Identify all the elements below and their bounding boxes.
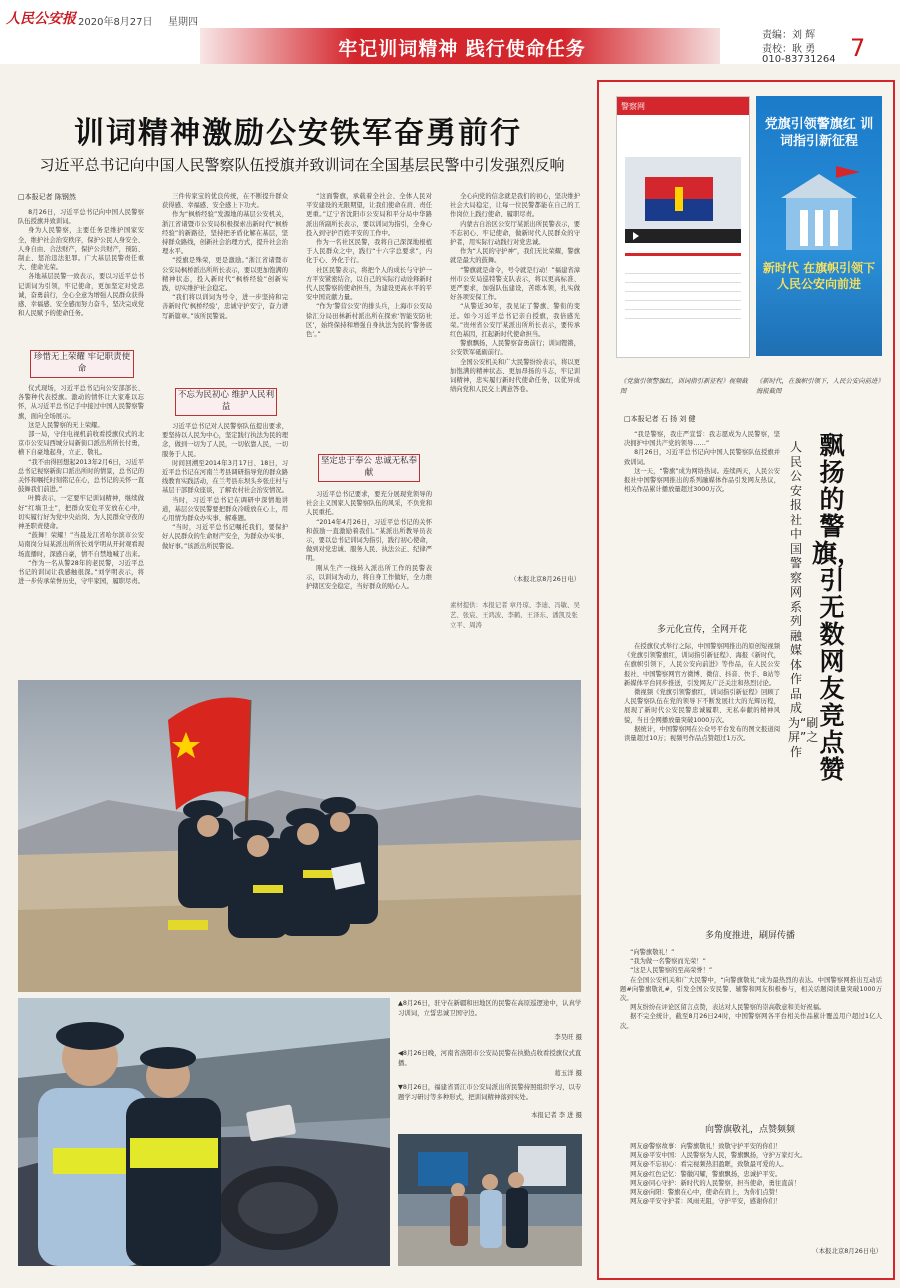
article-column-2b — [162, 422, 288, 666]
article-column-1 — [18, 208, 144, 346]
feature-section-head-3: 向警旗敬礼，点赞频频 — [704, 1125, 795, 1135]
paragraph: “这面警旗，承载着全社会、全体人民对平安建设的无限期望，让我们使命在肩、责任更重。”辽宁省沈阳市公安局和平分局中华路派出所副所长表示，要以训词为指引，全身心投入到守护百姓平安的工作中。 — [306, 193, 432, 237]
photo-credit-2: 葛玉洋 摄 — [554, 1069, 582, 1077]
material-credits: 素材提供：本报记者 章丹琼、李迪、冯敏、吴艺、张宸、王鸿波、李鹤、王泽东、潘凯及张立平、周涛 — [450, 601, 580, 629]
paragraph: “作为一名从警28年的老民警，习近平总书记的训词让我感触很深。”刘学明表示，将进一步传承荣誉历史，守牢家园，履职尽责。 — [18, 559, 144, 586]
proofreader-credit: 责校：耿 勇 — [762, 44, 816, 55]
section-box-head-3 — [318, 454, 420, 482]
feature-section-head-2: 多角度推进，刷屏传播 — [704, 931, 795, 941]
main-subheadline: 习近平总书记向中国人民警察队伍授旗并致训词在全国基层民警中引发强烈反响 — [39, 156, 565, 174]
paragraph: 全国公安机关和广大民警纷纷表示，将以更加饱满的精神状态、更加昂扬的斗志，牢记训词精神，忠实履行新时代使命任务，以优异成绩向党和人民交上满意答卷。 — [450, 358, 580, 394]
paragraph: 全心向党的信念就是我们的初心，坚决维护社会大局稳定，让每一位民警都能在自己的工作岗位上践行使命、履职尽责。 — [450, 193, 580, 219]
article-dateline: （本报北京8月26日电） — [510, 575, 580, 583]
feature-comments — [620, 1142, 882, 1238]
feature-subheadline: 人民公安报社中国警察网系列融媒体作品成为“刷屏”之作 — [788, 440, 819, 759]
editor-credit: 责编：刘 辉 — [762, 30, 816, 41]
paragraph: 微视频《党旗引领警旗红，训词指引新征程》回顾了人民警察队伍在党的领导下不断发展壮大的光辉历程，展现了新时代公安民警忠诚履职、无私奉献的精神风貌，当日全网播放量突破1000万次。 — [624, 689, 780, 724]
paragraph: 各地基层民警一致表示，要以习近平总书记训词为引领，牢记使命，更加坚定对党忠诚，奋勇前行，全心全意为增强人民群众获得感、幸福感、安全感而努力奋斗，坚决完成党和人民赋予的使命任务。 — [18, 273, 144, 318]
main-headline: 训词精神激励公安铁军奋勇前行 — [74, 116, 522, 151]
paragraph: “向警旗敬礼！” — [630, 949, 675, 956]
photo-illustration — [18, 998, 390, 1266]
paragraph: “我们将以训词为号令，进一步坚持和完善新时代‘枫桥经验’，忠诚守护安宁，奋力谱写新篇章。”该所民警说。 — [162, 294, 288, 320]
paragraph: 网友纷纷在评论区留言点赞，表达对人民警察的崇高敬意和美好祝福。 — [630, 1004, 826, 1012]
photo-illustration — [398, 1134, 582, 1266]
paragraph: “当时，习近平总书记嘱托我们，要保护好人民群众的生命财产安全，为群众办实事、做好事。”该派出所民警说。 — [162, 524, 288, 550]
paragraph: “我是警察，我庄严宣誓：我志愿成为人民警察，坚决拥护中国共产党的领导……” — [624, 431, 780, 448]
paragraph: 时间回溯至2014年3月17日、18日，习近平总书记在河南兰考县调研指导党的群众路线教育实践活动，在兰考县东坝头乡张庄村与基层干部群众座谈，了解农村社会治安情况。 — [162, 459, 288, 495]
comment: 网友@向阳：警旗在心中，使命在肩上，为你们点赞！ — [630, 1189, 782, 1197]
phone-screenshot — [616, 96, 750, 358]
paragraph: 在授旗仪式举行之际，中国警察网推出的原创短视频《党旗引领警旗红，训词指引新征程》、海报《新时代，在旗帜引领下，人民公安向前进》等作品，在人民公安报社、中国警察网官方微博、微信、抖音、快手、B站等新媒体平台同步推送，引发网友广泛关注和热烈讨论。 — [624, 643, 780, 687]
paragraph: 部一局，守住电视机前收看授旗仪式的北京市公安局西城分局新街口派出所所长付勇，横下自豪地起身，立正、敬礼。 — [18, 431, 144, 457]
comment: 网友@不忘初心：看完视频热泪盈眶，致敬最可爱的人。 — [630, 1161, 788, 1169]
paragraph: 作为“人民的守护神”，我们无比荣耀，警旗就是最大的鼓舞。 — [450, 248, 580, 265]
photo-caption-1: ▲8月26日，驻守在新疆和田地区的民警在高原巡逻途中，认真学习训词，立誓忠诚卫国守边。 — [398, 999, 582, 1017]
photo-police-with-flag — [18, 680, 581, 992]
paragraph: 刚从生产一线转入派出所工作的民警表示，以训词为动力，将自身工作做好，全力维护辖区安全稳定，当好群众的贴心人。 — [306, 564, 432, 591]
photo-caption-2: ◀8月26日晚，河南省洛阳市公安局民警在执勤点收看授旗仪式直播。 — [398, 1049, 582, 1067]
building-icon — [776, 166, 862, 250]
paragraph: 8月26日，习近平总书记向中国人民警察队伍授旗并致训词。 — [624, 449, 780, 466]
section-box-head-1 — [30, 350, 134, 378]
poster-slogan: 新时代 在旗帜引领下 人民公安向前进 — [762, 261, 876, 291]
paragraph: 作为“枫桥经验”发源地的基层公安机关，浙江省诸暨市公安局积极探索出新时代“枫桥经验”的新路径，坚持把矛盾化解在基层，坚持群众路线，创新社会治理方式，提升社会治理水平。 — [162, 211, 288, 256]
paragraph: “授旗是殊荣，更是激励。”浙江省诸暨市公安局枫桥派出所所长表示，要以更加饱满的精神状态，投入新时代“枫桥经验”创新实践，切实维护社会稳定。 — [162, 257, 288, 293]
feature-headline: 飘扬的警旗，引无数网友竞点赞 — [812, 431, 863, 784]
paragraph: 在全国公安机关和广大民警中，“向警旗敬礼”成为最热烈的表达。中国警察网推出互动话题#向警旗敬礼#，引发全国公安民警、辅警和网友积极参与，相关话题阅读量突破1000万次。 — [620, 976, 882, 1003]
box-head-text: 珍惜无上荣耀 牢记职责使命 — [33, 352, 131, 374]
paragraph: “从警近30年，我见证了警旗、警衔的变迁。如今习近平总书记亲自授旗，我倍感光荣。”贵州省公安厅某派出所所长表示，要传承红色基因，扛起新时代使命担当。 — [450, 303, 580, 339]
caption-video: 《党旗引领警旗红，训词指引新征程》视频截图 — [620, 377, 748, 395]
article-column-4 — [450, 192, 580, 568]
article-column-2 — [162, 192, 288, 384]
paragraph: “我为做一名警察而光荣！” — [630, 958, 706, 966]
comment: 网友@警察故事：向警旗敬礼！致敬守护平安的你们！ — [630, 1143, 782, 1150]
issue-date: 2020年8月27日 — [78, 17, 153, 28]
article-column-3b — [306, 490, 432, 666]
section-box-head-2 — [175, 388, 277, 416]
box-head-text: 不忘为民初心 维护人民利益 — [177, 390, 275, 412]
article-column-3 — [306, 192, 432, 444]
feature-section-2 — [620, 948, 882, 1114]
caption-poster: 《新时代，在旗帜引领下，人民公安向前进》海报截图 — [756, 377, 881, 395]
comment: 网友@平安守护者：风雨无阻，守护平安，感谢你们！ — [630, 1198, 782, 1206]
poster-title: 党旗引领警旗红 训词指引新征程 — [764, 117, 874, 149]
app-title: 警察网 — [621, 102, 645, 111]
photo-caption-3: ▼8月26日，福建省晋江市公安局派出所民警持照组织学习，以专题学习研讨等多种形式，把训词精神落到实处。 — [398, 1083, 582, 1101]
comment: 网友@同心守护：新时代的人民警察，担当使命，勇往直前！ — [630, 1179, 801, 1187]
newspaper-logo: 人民公安报 — [6, 11, 76, 27]
paragraph: 习近平总书记对人民警察队伍提出要求，要坚持以人民为中心，坚定践行执法为民的理念，做到一切为了人民，一切依靠人民，一切服务于人民。 — [162, 423, 288, 458]
photo-credit-1: 李昊旺 摄 — [554, 1033, 582, 1041]
main-byline: □本报记者 陈钢然 — [18, 193, 76, 201]
paragraph: 叶腾表示，一定要牢记训词精神，继续做好“红墙卫士”，把群众安危平安放在心中，切实履行好为党中央站岗、为人民群众守夜的神圣职责使命。 — [18, 495, 144, 531]
paragraph: 身为人民警察，主要任务是维护国家安全，维护社会治安秩序，保护公民人身安全、人身自由、合法财产，保护公共财产，预防、制止、惩治违法犯罪。广大基层民警责任重大、使命光荣。 — [18, 227, 144, 272]
paragraph: 社区民警表示，将把个人的成长与守护一方平安紧密结合，以自己的实际行动诠释新时代人民警察的使命担当，为建设更高水平的平安中国贡献力量。 — [306, 266, 432, 302]
feature-intro — [624, 430, 780, 610]
paragraph: “这是人民警察的至高荣誉！” — [630, 967, 713, 975]
photo-illustration — [18, 680, 581, 992]
feature-section-1 — [624, 642, 780, 918]
paragraph: “作为‘警营公安’的排头兵，上海市公安局徐汇分局田林新村派出所在探索‘智能安防社区’，始终保持和增强自身执法为民的‘警务底色’。” — [306, 303, 432, 339]
paragraph: “警旗就是命令，号令就是行动！”福建省漳州市公安局巡特警支队表示，将以更高标准、更严要求，加强队伍建设，苦练本领，扎实做好各项安保工作。 — [450, 266, 580, 302]
comment: 网友@平安中国：人民警察为人民，警旗飘扬，守护万家灯火。 — [630, 1152, 807, 1160]
comment: 网友@红色记忆：警徽闪耀，警旗飘扬，忠诚护平安。 — [630, 1170, 782, 1178]
feature-dateline: （本报北京8月26日电） — [812, 1247, 882, 1255]
box-head-text: 坚定忠于奉公 忠诚无私奉献 — [320, 456, 418, 478]
paragraph: 作为一名社区民警，我将自己深深地根植于人民群众之中，践行“十六字总要求”，内化于心、外化于行。 — [306, 239, 432, 265]
poster-image — [756, 96, 882, 356]
page-number: 7 — [850, 34, 866, 62]
feature-byline: □本报记者 石 扬 刘 健 — [624, 415, 696, 423]
poster-building — [776, 166, 862, 250]
feature-section-head-1: 多元化宣传，全网开花 — [656, 625, 747, 635]
paragraph: 内蒙古自治区公安厅某派出所民警表示，要不忘初心、牢记使命，做新时代人民群众的守护者，用实际行动践行对党忠诚。 — [450, 220, 580, 247]
divider — [625, 253, 741, 256]
photo-credit-3: 本报记者 李 进 摄 — [531, 1111, 582, 1119]
paragraph: 仪式现场，习近平总书记向公安部部长、各警种代表授旗。激动的情怀让大家难以忘怀，从习近平总书记手中接过中国人民警察警旗，面向全场展示。 — [18, 385, 144, 420]
paragraph: 8月26日，习近平总书记向中国人民警察队伍授旗并致训词。 — [18, 209, 144, 226]
paragraph: “我不由得回想起2013年2月6日，习近平总书记视察新街口派出所时的情景，总书记的关怀和嘱托时刻铭记在心，总书记的关怀一直鼓舞我们前进。” — [18, 458, 144, 494]
paragraph: 据不完全统计，截至8月26日24时，中国警察网各平台相关作品累计覆盖用户超过1亿人次。 — [620, 1013, 882, 1030]
photo-police-on-street — [398, 1134, 582, 1266]
paragraph: 这一天，“警旗”成为网络热词。连续两天，人民公安报社中国警察网推出的系列融媒体作品引发网友热议，相关作品累计播放量超过3000万次。 — [624, 467, 780, 494]
flag-still — [625, 157, 741, 243]
paragraph: “鼓舞！荣耀！”当晨龙江省哈尔滨市公安局南岗分局某派出所所长刘学明从开封观看现场直播时，深感自豪，情不自禁地喊了出来。 — [18, 532, 144, 558]
photo-police-in-car — [18, 998, 390, 1266]
issue-weekday: 星期四 — [168, 17, 198, 28]
paragraph: 三件传家宝的优良传统，在不断提升群众获得感、幸福感、安全感上下功夫。 — [162, 193, 288, 210]
paragraph: 当时，习近平总书记在调研中深情地讲道，基层公安民警要把群众冷暖放在心上，用心用情为群众办实事、解难题。 — [162, 496, 288, 523]
paragraph: 习近平总书记要求，要充分展现党领导的社会主义国家人民警察队伍的风采，不负党和人民重托。 — [306, 491, 432, 517]
article-list — [625, 265, 741, 325]
hotline-number: 010-83731264 — [762, 54, 836, 65]
article-column-1b — [18, 384, 144, 666]
video-frame — [625, 157, 741, 243]
paragraph: 据统计，中国警察网在公众号平台发布的图文报道阅读量超过10万；视频号作品点赞超过1万次。 — [624, 725, 780, 743]
section-banner-title: 牢记训词精神 践行使命任务 — [338, 38, 586, 60]
paragraph: 这是人民警察的无上荣耀。 — [28, 421, 104, 429]
paragraph: “2014年4月26日，习近平总书记的关怀和鼓励一直激励着我们。”某派出所教导员表示，要以总书记训词为指引，践行初心使命，做到对党忠诚、服务人民、执法公正、纪律严明。 — [306, 518, 432, 563]
paragraph: 警旗飘扬，人民警察奋勇前行；训词铿锵，公安铁军砥砺前行。 — [450, 340, 580, 357]
